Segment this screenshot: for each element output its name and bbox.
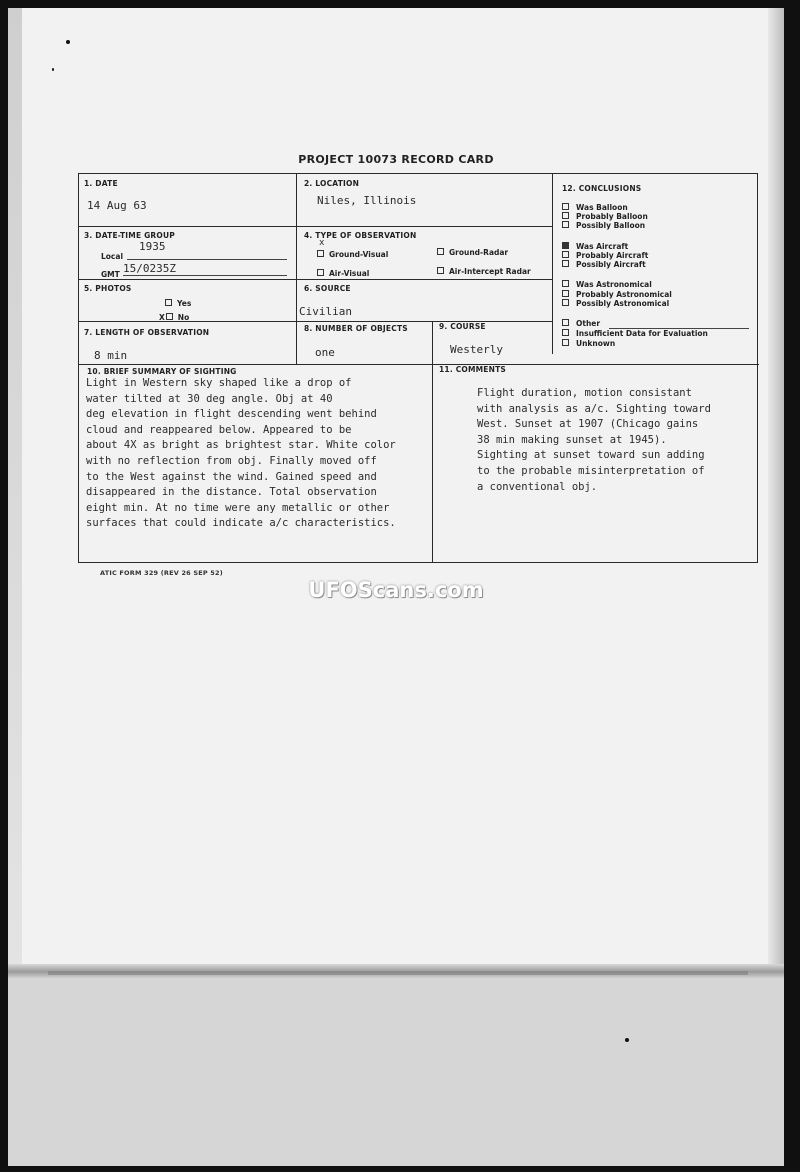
checkbox [317, 250, 324, 257]
dtg-local-value: 1935 [139, 240, 166, 253]
conclusion-possibly-astronomical: Possibly Astronomical [562, 299, 669, 308]
divider [79, 279, 552, 280]
local-underline [127, 259, 287, 260]
dtg-gmt-label: GMT [101, 270, 120, 279]
dust-speck [625, 1038, 629, 1042]
card-title: PROJECT 10073 RECORD CARD [298, 153, 494, 166]
form-number: ATIC FORM 329 (REV 26 SEP 52) [100, 569, 223, 577]
checkbox [562, 251, 569, 258]
length-value: 8 min [94, 349, 128, 362]
summary-label: 10. BRIEF SUMMARY OF SIGHTING [87, 367, 237, 376]
conclusion-probably-aircraft: Probably Aircraft [562, 251, 648, 260]
source-value: Civilian [299, 305, 352, 318]
photos-yes: Yes [165, 299, 191, 308]
divider [432, 321, 433, 364]
divider [79, 364, 759, 365]
source-label: 6. SOURCE [304, 284, 351, 293]
conclusion-unknown: Unknown [562, 339, 615, 348]
conclusion-was-balloon: Was Balloon [562, 203, 628, 212]
conclusion-probably-balloon: Probably Balloon [562, 212, 648, 221]
location-label: 2. LOCATION [304, 179, 360, 188]
conclusion-possibly-aircraft: Possibly Aircraft [562, 260, 646, 269]
checkbox [562, 329, 569, 336]
conclusion-was-astronomical: Was Astronomical [562, 280, 652, 289]
number-label: 8. NUMBER OF OBJECTS [304, 324, 408, 333]
type-air-visual: Air-Visual [317, 269, 369, 278]
divider [296, 174, 297, 364]
conclusion-probably-astronomical: Probably Astronomical [562, 290, 672, 299]
course-value: Westerly [450, 343, 503, 356]
course-label: 9. COURSE [439, 322, 486, 331]
summary-text: Light in Western sky shaped like a drop of water tilted at 30 deg angle. Obj at 40 deg elevation in flight descending went behind cloud and reappeared below. Appeared to be about 4X as bright as brightest star. White color with no reflection from obj. Finally moved off to the West against the wind. Gained speed and disappeared in the distance. Total observation eight min. At no time were any metallic or other surfaces that could indicate a/c characteristics. [86, 377, 396, 530]
number-value: one [315, 346, 335, 359]
date-label: 1. DATE [84, 179, 118, 188]
divider [79, 226, 552, 227]
divider [432, 364, 433, 562]
checkbox [437, 267, 444, 274]
checkbox [317, 269, 324, 276]
photos-label: 5. PHOTOS [84, 284, 132, 293]
dtg-gmt-value: 15/0235Z [123, 262, 176, 275]
checkbox [562, 290, 569, 297]
checkbox [562, 221, 569, 228]
type-air-intercept-radar: Air-Intercept Radar [437, 267, 531, 276]
checkbox [562, 339, 569, 346]
checkbox [562, 319, 569, 326]
checkbox [165, 299, 172, 306]
location-value: Niles, Illinois [317, 194, 417, 207]
checkbox [437, 248, 444, 255]
photos-no-mark: X [159, 313, 165, 322]
conclusion-insufficient-data: Insufficient Data for Evaluation [562, 329, 708, 338]
conclusions-label: 12. CONCLUSIONS [562, 184, 642, 193]
conclusion-was-aircraft: Was Aircraft [562, 242, 628, 251]
type-ground-radar: Ground-Radar [437, 248, 508, 257]
page-lower-region [8, 978, 784, 1166]
comments-text: Flight duration, motion consistant with analysis as a/c. Sighting toward West. Sunset at 1907 (Chicago gains 38 min making sunset at 1945). Sighting at sunset toward sun adding to the probable misinterpretation of a conventional obj. [477, 387, 711, 493]
scanned-page [8, 8, 784, 1166]
length-label: 7. LENGTH OF OBSERVATION [84, 328, 210, 337]
gmt-underline [123, 275, 287, 276]
type-ground-visual: Ground-Visual [317, 250, 388, 259]
watermark: UFOScans.com [308, 578, 484, 602]
record-card [78, 173, 758, 563]
checkbox [166, 313, 173, 320]
dtg-local-label: Local [101, 252, 124, 261]
checkbox-checked [562, 242, 569, 249]
type-mark: x [319, 238, 325, 248]
dust-speck [66, 40, 70, 44]
checkbox [562, 212, 569, 219]
checkbox [562, 280, 569, 287]
checkbox [562, 299, 569, 306]
dust-speck [52, 68, 54, 71]
comments-label: 11. COMMENTS [439, 365, 507, 374]
date-value: 14 Aug 63 [87, 199, 147, 212]
type-label: 4. TYPE OF OBSERVATION [304, 231, 417, 240]
conclusion-possibly-balloon: Possibly Balloon [562, 221, 645, 230]
divider [552, 174, 553, 354]
dtg-label: 3. DATE-TIME GROUP [84, 231, 175, 240]
conclusion-other: Other [562, 319, 600, 328]
fold-shadow [48, 971, 748, 975]
checkbox [562, 203, 569, 210]
checkbox [562, 260, 569, 267]
photos-no: X No [159, 313, 190, 322]
